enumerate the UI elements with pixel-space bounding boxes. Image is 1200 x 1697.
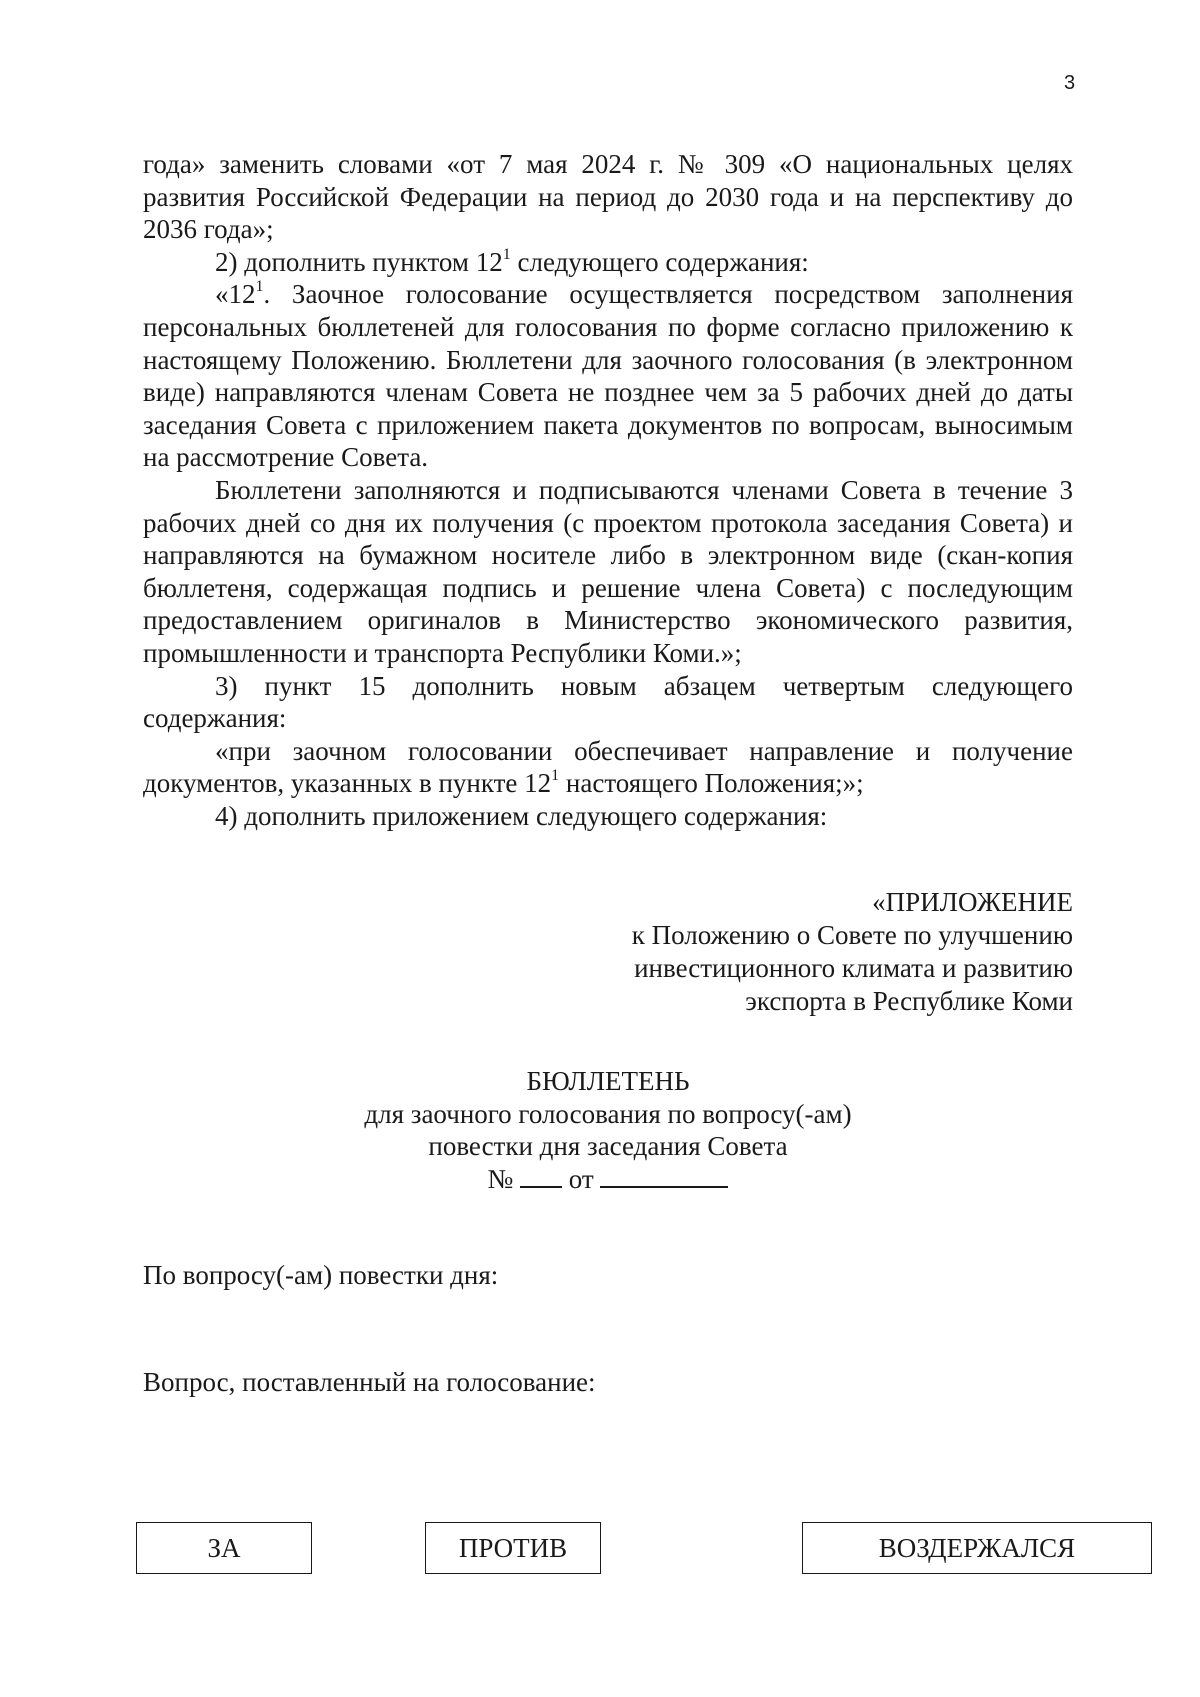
absentee-voting-text-start: «12 — [215, 279, 256, 310]
ballot-subtitle: повестки дня заседания Совета — [428, 1131, 788, 1161]
agenda-label: По вопросу(-ам) повестки дня: — [143, 1260, 499, 1290]
vote-for-box[interactable]: ЗА — [136, 1522, 312, 1574]
amendment-3-content-end: настоящего Положения;»; — [559, 768, 864, 799]
paragraph-amendment-2 — [143, 246, 1073, 279]
vote-against-box[interactable]: ПРОТИВ — [425, 1522, 601, 1574]
paragraph-amendment-4: 4) дополнить приложением следующего содержания: — [215, 800, 828, 831]
superscript: 1 — [551, 767, 560, 785]
superscript: 1 — [502, 245, 511, 263]
appendix-header — [553, 886, 1073, 1018]
number-sign: № — [487, 1163, 514, 1194]
date-blank — [600, 1164, 728, 1188]
paragraph-amendment-3: 3) пункт 15 дополнить новым абзацем четвертым следующего содержания: — [143, 670, 1073, 734]
ballot-header — [143, 1065, 1073, 1195]
amendment-2-text-end: следующего содержания: — [510, 246, 809, 277]
paragraph-decree-reference: года» заменить словами «от 7 мая 2024 г. № 309 «О национальных целях развития Российской Федерации на период до 2030 года и на перспективу до 2036 года»; — [143, 149, 1073, 245]
appendix-line: к Положению о Совете по улучшению — [631, 920, 1073, 950]
question-label: Вопрос, поставленный на голосование: — [143, 1367, 596, 1397]
page-number: 3 — [1064, 72, 1076, 94]
amendment-3-content-text: «при заочном голосовании обеспечивает направление и получение документов, указанных в пункте 12 — [143, 735, 1073, 799]
absentee-voting-text: . Заочное голосование осуществляется посредством заполнения персональных бюллетеней для голосования по форме согласно приложению к настоящему Положению. Бюллетени для заочного голосования (в электронном виде) направляются членам Совета не позднее чем за 5 рабочих дней до даты заседания Совета с приложением пакета документов по вопросам, выносимым на рассмотрение Совета. — [143, 279, 1073, 473]
paragraph-amendment-3-content — [143, 735, 1073, 800]
paragraph-absentee-voting — [143, 278, 1073, 474]
ballot-number-line — [143, 1163, 1073, 1196]
ballot-subtitle: для заочного голосования по вопросу(-ам) — [364, 1098, 852, 1129]
ballot-title: БЮЛЛЕТЕНЬ — [526, 1066, 690, 1096]
appendix-line: инвестиционного климата и развитию — [634, 953, 1073, 983]
paragraph-ballot-submission: Бюллетени заполняются и подписываются членами Совета в течение 3 рабочих дней со дня их получения (с проектом протокола заседания Совета) и направляются на бумажном носителе либо в электронном виде (скан-копия бюллетеня, содержащая подпись и решение члена Совета) с последующим предоставлением оригиналов в Министерство экономического развития, промышленности и транспорта Республики Коми.»; — [143, 474, 1073, 668]
document-body — [143, 148, 1073, 832]
number-blank — [520, 1164, 562, 1188]
vote-abstain-box[interactable]: ВОЗДЕРЖАЛСЯ — [802, 1522, 1152, 1574]
superscript: 1 — [255, 278, 264, 296]
appendix-line: экспорта в Республике Коми — [745, 986, 1073, 1016]
from-label: от — [568, 1163, 594, 1194]
appendix-title: «ПРИЛОЖЕНИЕ — [872, 887, 1073, 917]
amendment-2-text: 2) дополнить пунктом 12 — [215, 246, 503, 277]
